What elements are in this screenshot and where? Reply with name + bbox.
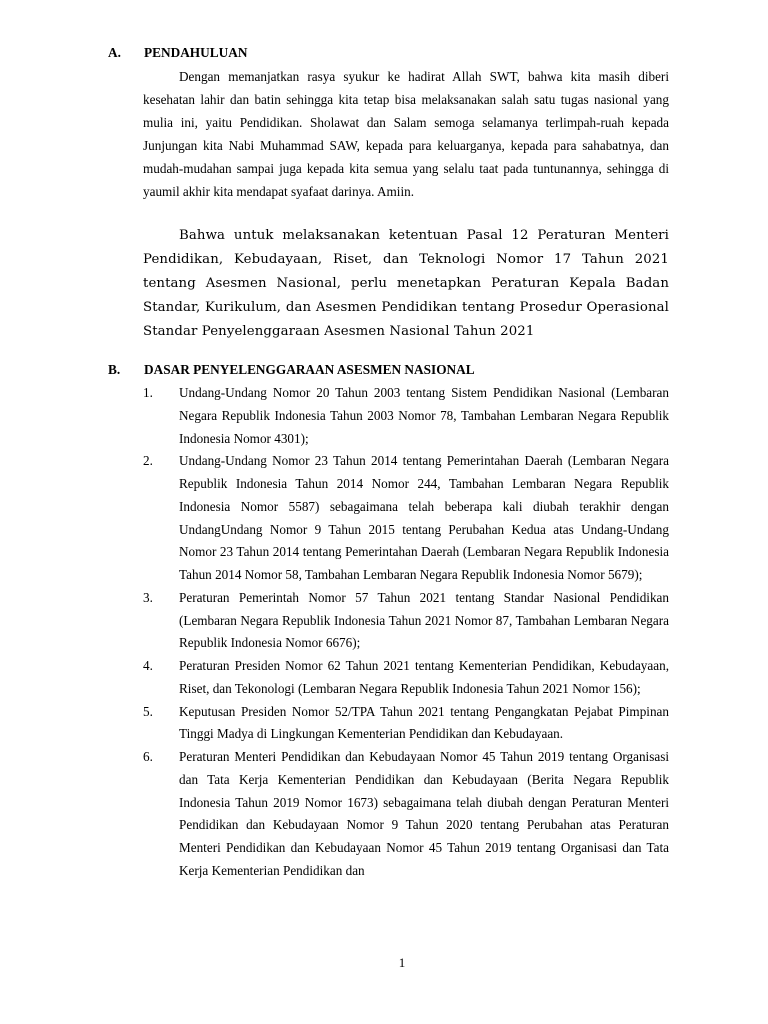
list-item-number: 1. bbox=[143, 385, 153, 400]
section-b-title: DASAR PENYELENGGARAAN ASESMEN NASIONAL bbox=[144, 362, 475, 377]
list-item-number: 2. bbox=[143, 453, 153, 469]
list-item bbox=[143, 587, 669, 655]
list-item-text: Peraturan Pemerintah Nomor 57 Tahun 2021 tentang Standar Nasional Pendidikan (Lembaran Negara Republik Indonesia Tahun 2021 Nomor 87, Tambahan Lembaran Negara Republik Indonesia Nomor 6676); bbox=[179, 589, 669, 651]
list-item-number: 6. bbox=[143, 749, 153, 764]
intro-paragraph-1: Dengan memanjatkan rasya syukur ke hadirat Allah SWT, bahwa kita masih diberi kesehatan lahir dan batin sehingga kita tetap bisa melaksanakan salah satu tugas nasional yang mulia ini, yaitu Pendidikan. Sholawat dan Salam semoga selamanya terlimpah-ruah kepada Junjungan kita Nabi Muhammad SAW, kepada para keluarganya, kepada para sahabatnya, dan mudah-mudahan sampai juga kepada kita semua yang selalu taat pada tuntunannya, sehingga di yaumil akhir kita mendapat syafaat darinya. Amiin. bbox=[143, 69, 669, 199]
list-item-text: Undang-Undang Nomor 20 Tahun 2003 tentang Sistem Pendidikan Nasional (Lembaran Negara Republik Indonesia Tahun 2003 Nomor 78, Tambahan Lembaran Negara Republik Indonesia Nomor 4301); bbox=[179, 385, 669, 446]
section-a-heading bbox=[108, 45, 247, 61]
list-item bbox=[143, 746, 669, 883]
list-item-number: 4. bbox=[143, 658, 153, 673]
list-item bbox=[143, 701, 669, 747]
list-item-text: Peraturan Menteri Pendidikan dan Kebudayaan Nomor 45 Tahun 2019 tentang Organisasi dan Tata Kerja Kementerian Pendidikan dan Kebudayaan (Berita Negara Republik Indonesia Tahun 2019 Nomor 1673) sebagaimana telah diubah dengan Peraturan Menteri Pendidikan dan Kebudayaan Nomor 9 Tahun 2020 tentang Perubahan atas Peraturan Menteri Pendidikan dan Kebudayaan Nomor 45 Tahun 2019 tentang Organisasi dan Tata Kerja Kementerian Pendidikan dan bbox=[179, 749, 669, 878]
list-item-number: 3. bbox=[143, 589, 153, 605]
list-item-text: Undang-Undang Nomor 23 Tahun 2014 tentang Pemerintahan Daerah (Lembaran Negara Republik Indonesia Tahun 2014 Nomor 244, Tambahan Lembaran Negara Republik Indonesia Nomor 5587) sebagaimana telah beberapa kali diubah terakhir dengan UndangUndang Nomor 9 Tahun 2015 tentang Perubahan Kedua atas Undang-Undang Nomor 23 Tahun 2014 tentang Pemerintahan Daerah (Lembaran Negara Republik Indonesia Tahun 2014 Nomor 58, Tambahan Lembaran Negara Republik Indonesia Nomor 5679); bbox=[179, 453, 669, 582]
page-number: 1 bbox=[398, 955, 406, 970]
list-item bbox=[143, 655, 669, 701]
section-a-letter: A. bbox=[108, 45, 121, 60]
list-item-number: 5. bbox=[143, 703, 153, 719]
list-item bbox=[143, 382, 669, 450]
section-b-heading bbox=[108, 362, 475, 378]
intro-paragraph-2: Bahwa untuk melaksanakan ketentuan Pasal 12 Peraturan Menteri Pendidikan, Kebudayaan, Riset, dan Teknologi Nomor 17 Tahun 2021 tentang Asesmen Nasional, perlu menetapkan Peraturan Kepala Badan Standar, Kurikulum, dan Asesmen Pendidikan tentang Prosedur Operasional Standar Penyelenggaraan Asesmen Nasional Tahun 2021 bbox=[143, 228, 669, 339]
list-item-text: Peraturan Presiden Nomor 62 Tahun 2021 tentang Kementerian Pendidikan, Kebudayaan, Riset, dan Tekonologi (Lembaran Negara Republik Indonesia Tahun 2021 Nomor 156); bbox=[179, 658, 669, 696]
legal-basis-list bbox=[143, 382, 669, 883]
list-item bbox=[143, 450, 669, 587]
list-item-text: Keputusan Presiden Nomor 52/TPA Tahun 2021 tentang Pengangkatan Pejabat Pimpinan Tinggi Madya di Lingkungan Kementerian Pendidikan dan Kebudayaan. bbox=[179, 703, 669, 742]
section-a-title: PENDAHULUAN bbox=[144, 45, 248, 60]
section-b-letter: B. bbox=[108, 362, 121, 377]
